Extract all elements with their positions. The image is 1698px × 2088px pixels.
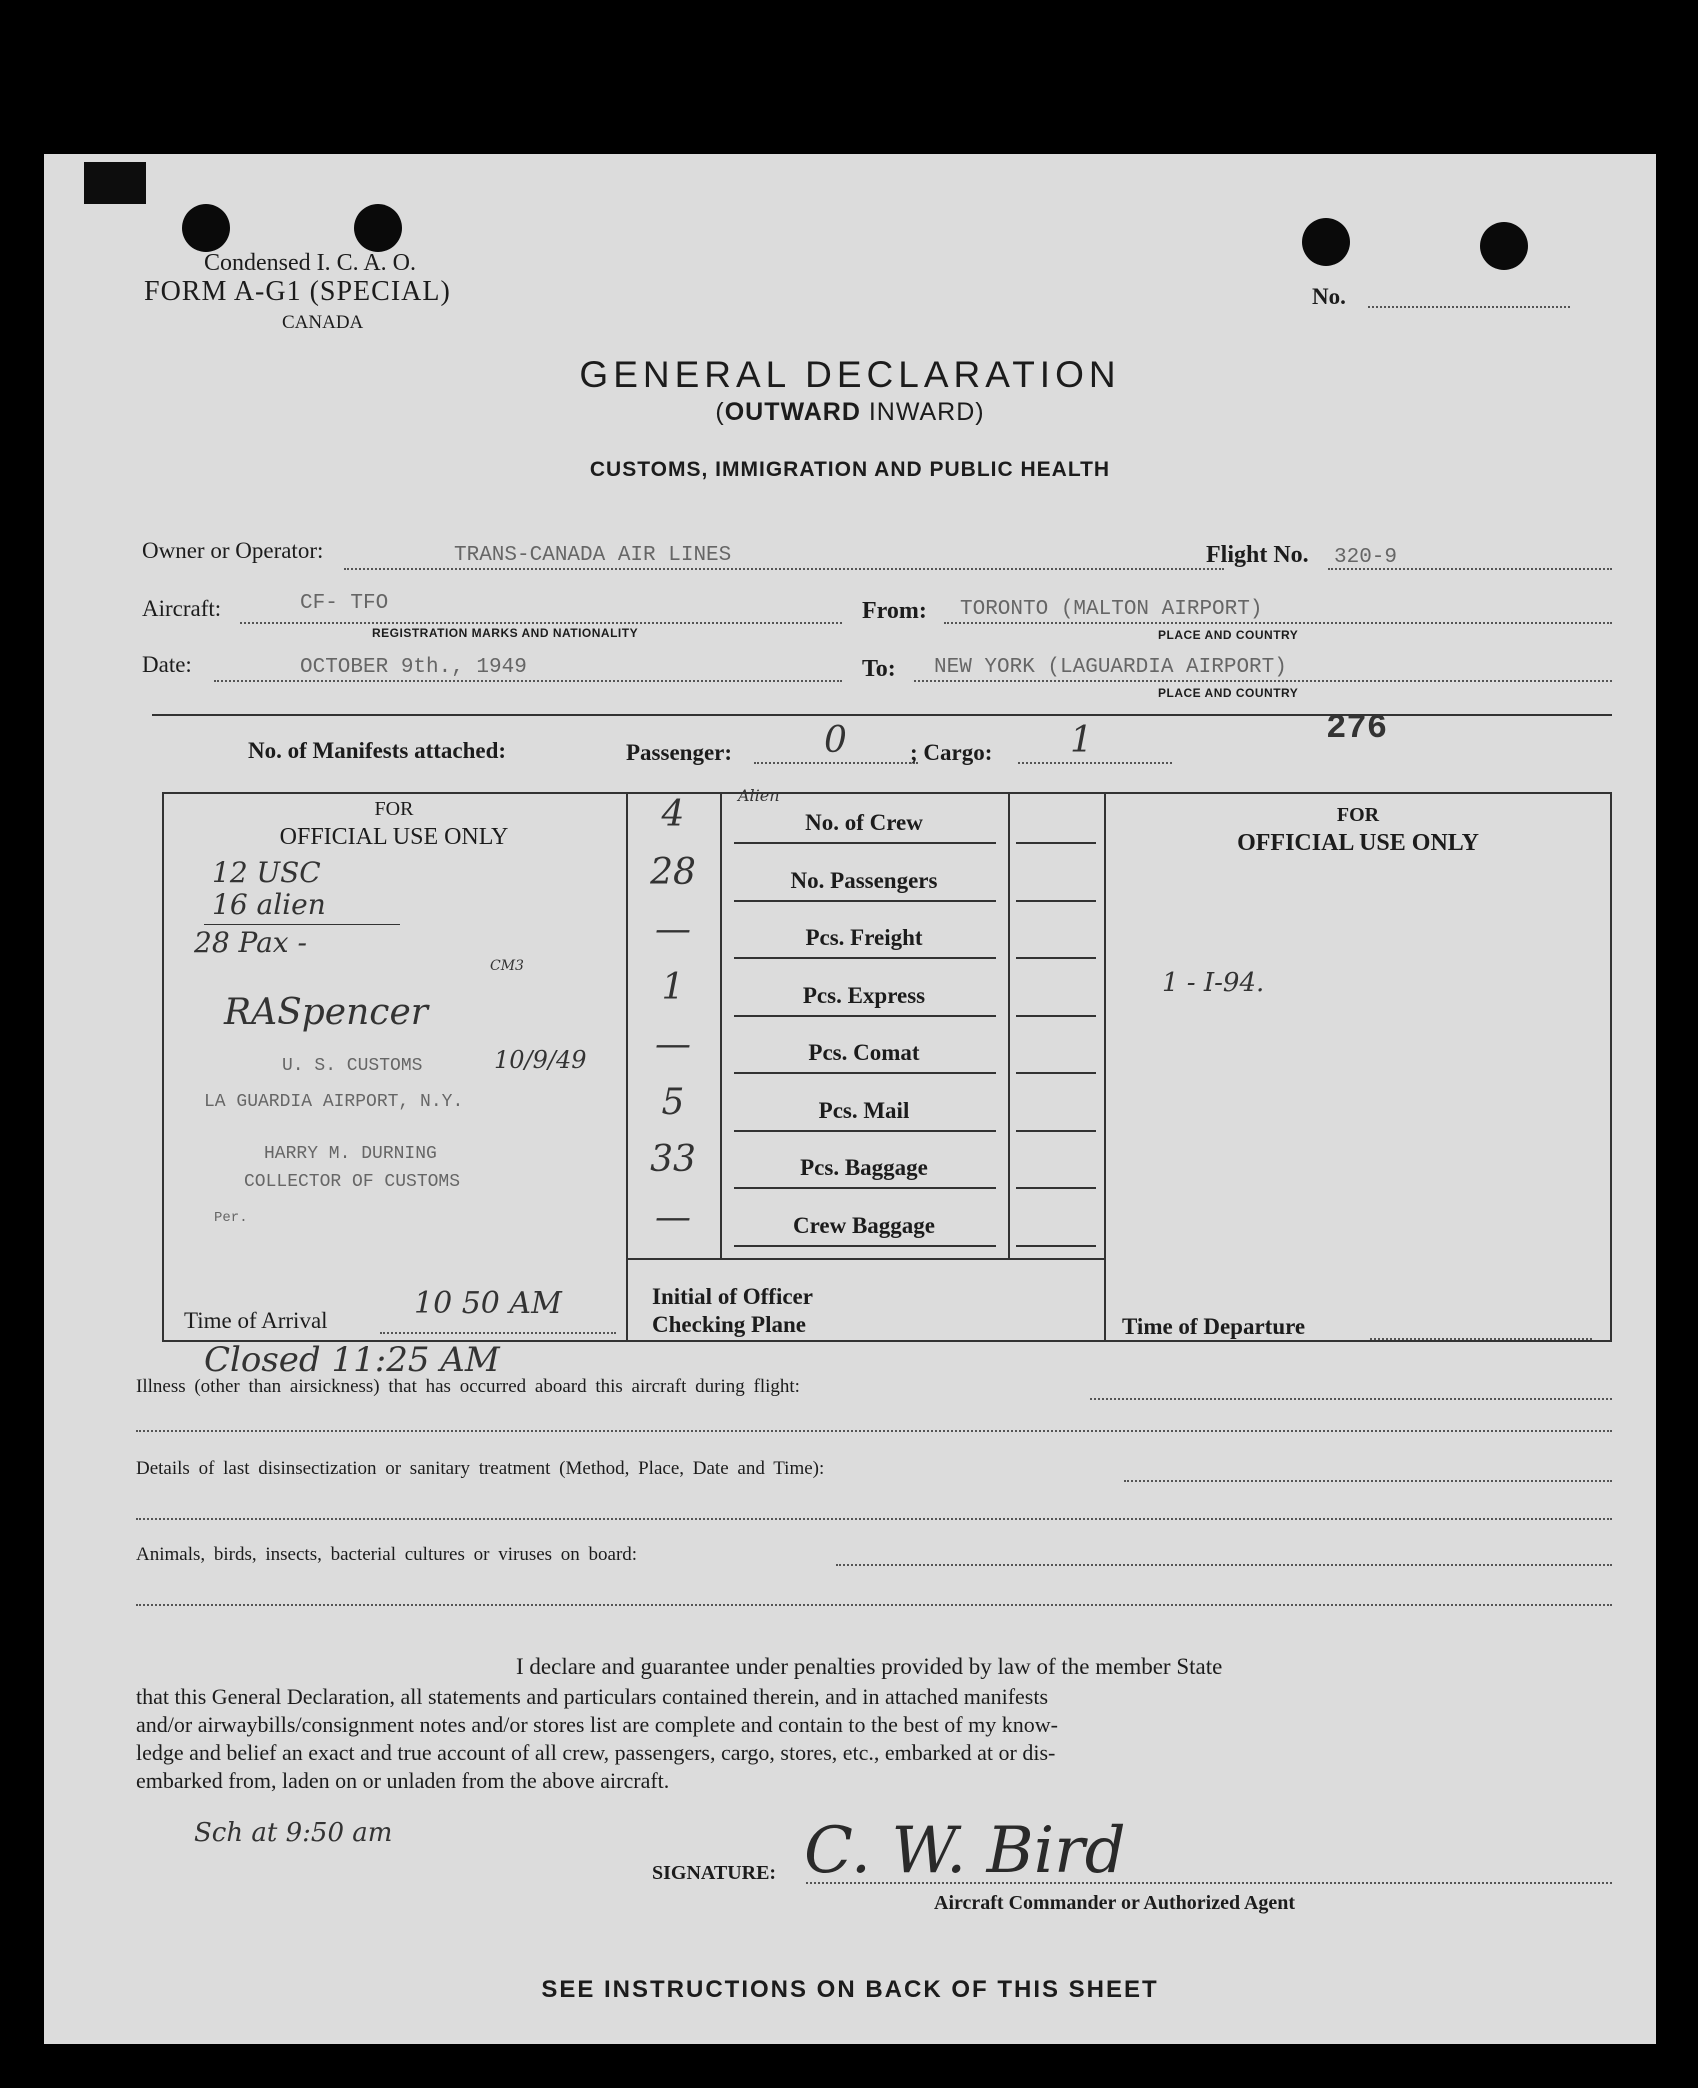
declaration-line3: and/or airwaybills/consignment notes and/or stores list are complete and contain to the best of my know-: [136, 1712, 1058, 1737]
customs-stamp-line5: Per.: [214, 1210, 248, 1226]
left-note-alien: 16 alien: [212, 888, 326, 921]
initial-field[interactable]: [1016, 957, 1096, 959]
aircraft-label: Aircraft:: [142, 596, 222, 621]
form-id: FORM A-G1 (SPECIAL): [144, 276, 451, 307]
divider: [152, 714, 1612, 716]
signature-sublabel: Aircraft Commander or Authorized Agent: [934, 1892, 1296, 1914]
left-note-usc: 12 USC: [212, 856, 321, 889]
initial-field[interactable]: [1016, 900, 1096, 902]
outward-label: OUTWARD: [724, 398, 861, 426]
owner-label: Owner or Operator:: [142, 538, 324, 563]
table-divider: [720, 792, 722, 1258]
left-for-label: FOR: [374, 798, 414, 820]
animals-field-line2[interactable]: [136, 1604, 1612, 1606]
row-line: [734, 900, 996, 902]
left-note-cm3: CM3: [490, 958, 524, 974]
initial-field[interactable]: [1016, 1187, 1096, 1189]
passenger-label: Passenger:: [626, 740, 733, 765]
from-value: TORONTO (MALTON AIRPORT): [960, 598, 1263, 621]
date-label: Date:: [142, 652, 192, 677]
illness-field[interactable]: [1090, 1398, 1612, 1400]
date-value: OCTOBER 9th., 1949: [300, 656, 527, 679]
time-of-arrival-field[interactable]: [380, 1332, 616, 1334]
cargo-label: ; Cargo:: [910, 740, 993, 765]
count-label: Pcs. Comat: [808, 1040, 920, 1065]
initial-field[interactable]: [1016, 1015, 1096, 1017]
crew-note: Alien: [738, 786, 780, 805]
right-note: 1 - I-94.: [1162, 968, 1265, 998]
initial-field[interactable]: [1016, 1130, 1096, 1132]
punch-hole: [1480, 222, 1528, 270]
right-for-label: FOR: [1336, 804, 1380, 826]
manifests-label: No. of Manifests attached:: [248, 738, 507, 763]
customs-stamp-line4: COLLECTOR OF CUSTOMS: [244, 1172, 461, 1192]
row-line: [734, 842, 996, 844]
animals-field[interactable]: [836, 1564, 1612, 1566]
initial-of-officer-label: Initial of Officer: [652, 1284, 813, 1309]
time-of-arrival-label: Time of Arrival: [184, 1308, 328, 1333]
from-label: From:: [862, 598, 927, 624]
count-value: 33: [650, 1139, 696, 1180]
scheduled-note: Sch at 9:50 am: [194, 1818, 393, 1848]
page-title: GENERAL DECLARATION: [579, 354, 1121, 395]
from-field[interactable]: [944, 622, 1612, 624]
left-note-pax: 28 Pax -: [194, 926, 307, 959]
officer-signature: RASpencer: [224, 992, 428, 1033]
owner-field[interactable]: [344, 568, 1224, 570]
time-of-arrival-value: 10 50 AM: [414, 1286, 562, 1321]
illness-field-line2[interactable]: [136, 1430, 1612, 1432]
table-divider: [1008, 792, 1010, 1258]
count-label: No. Passengers: [790, 867, 938, 893]
row-line: [734, 1072, 996, 1074]
flight-label: Flight No.: [1206, 542, 1309, 568]
row-line: [734, 1245, 996, 1247]
initial-field[interactable]: [1016, 1245, 1096, 1247]
to-sublabel: PLACE AND COUNTRY: [1158, 686, 1299, 700]
closed-note: Closed 11:25 AM: [204, 1340, 500, 1380]
date-field[interactable]: [214, 680, 842, 682]
count-value: —: [655, 1024, 691, 1065]
count-value: 28: [650, 851, 696, 893]
count-value: 1: [661, 966, 685, 1008]
passenger-manifest-value: 0: [824, 720, 847, 761]
aircraft-value: CF- TFO: [300, 592, 389, 615]
signature-label: SIGNATURE:: [652, 1862, 777, 1884]
declaration-line1: I declare and guarantee under penalties provided by law of the member State: [516, 1654, 1223, 1679]
to-value: NEW YORK (LAGUARDIA AIRPORT): [934, 656, 1287, 679]
punch-hole: [1302, 218, 1350, 266]
footer-instructions: SEE INSTRUCTIONS ON BACK OF THIS SHEET: [541, 1976, 1159, 2003]
declaration-line5: embarked from, laden on or unladen from the above aircraft.: [136, 1768, 670, 1793]
form-sheet: [44, 154, 1656, 2044]
aircraft-field[interactable]: [240, 622, 842, 624]
disinsectization-label: Details of last disinsectization or sanitary treatment (Method, Place, Date and Time):: [136, 1458, 825, 1479]
row-line: [734, 1130, 996, 1132]
time-of-departure-label: Time of Departure: [1122, 1314, 1306, 1339]
number-label: No.: [1312, 284, 1346, 309]
commander-signature: C. W. Bird: [804, 1814, 1126, 1888]
paren-open: (: [715, 398, 725, 426]
owner-value: TRANS-CANADA AIR LINES: [454, 544, 732, 567]
customs-stamp-line1: U. S. CUSTOMS: [282, 1056, 423, 1076]
declaration-line2: that this General Declaration, all statements and particulars contained therein, and in attached manifests: [136, 1684, 1049, 1709]
left-official-label: OFFICIAL USE ONLY: [279, 824, 509, 850]
row-line: [626, 1258, 1104, 1260]
number-field[interactable]: [1368, 306, 1570, 308]
row-line: [734, 1187, 996, 1189]
count-label: Pcs. Freight: [805, 925, 923, 950]
disinsectization-field-line2[interactable]: [136, 1518, 1612, 1520]
passenger-manifest-field[interactable]: [754, 762, 918, 764]
tally-line: [204, 924, 400, 925]
count-value: —: [655, 1196, 691, 1238]
illness-label: Illness (other than airsickness) that has occurred aboard this aircraft during flight:: [136, 1376, 800, 1397]
direction-line: [44, 398, 1656, 427]
count-label: Crew Baggage: [792, 1212, 936, 1238]
stamp-number: 276: [1326, 710, 1388, 748]
declaration-line4: ledge and belief an exact and true account of all crew, passengers, cargo, stores, etc., embarked at or dis-: [136, 1740, 1056, 1765]
corner-mark: [84, 162, 146, 204]
page-subtitle: CUSTOMS, IMMIGRATION AND PUBLIC HEALTH: [589, 458, 1111, 481]
count-value: 4: [661, 794, 685, 835]
initial-field[interactable]: [1016, 1072, 1096, 1074]
row-line: [734, 1015, 996, 1017]
count-label: Pcs. Express: [802, 982, 926, 1008]
row-line: [734, 957, 996, 959]
initial-field[interactable]: [1016, 842, 1096, 844]
count-label: Pcs. Mail: [818, 1097, 910, 1123]
right-official-label: OFFICIAL USE ONLY: [1237, 830, 1479, 856]
inward-label: INWARD): [868, 398, 985, 426]
form-condensed: Condensed I. C. A. O.: [204, 250, 416, 276]
animals-label: Animals, birds, insects, bacterial cultures or viruses on board:: [136, 1544, 638, 1565]
from-sublabel: PLACE AND COUNTRY: [1158, 628, 1299, 642]
customs-stamp-line3: HARRY M. DURNING: [264, 1144, 437, 1164]
punch-hole: [182, 204, 230, 252]
checking-plane-label: Checking Plane: [652, 1312, 806, 1337]
time-of-departure-field[interactable]: [1370, 1338, 1592, 1340]
cargo-manifest-value: 1: [1070, 720, 1093, 761]
to-label: To:: [862, 656, 896, 682]
count-label: Pcs. Baggage: [800, 1155, 928, 1180]
to-field[interactable]: [914, 680, 1612, 682]
disinsectization-field[interactable]: [1124, 1480, 1612, 1482]
count-value: 5: [661, 1081, 685, 1123]
cargo-manifest-field[interactable]: [1018, 762, 1172, 764]
flight-value: 320-9: [1334, 546, 1398, 569]
count-label: No. of Crew: [805, 810, 923, 835]
count-value: —: [655, 909, 691, 950]
customs-stamp-line2: LA GUARDIA AIRPORT, N.Y.: [204, 1092, 464, 1112]
form-country: CANADA: [282, 312, 364, 333]
table-divider: [1104, 794, 1106, 1342]
customs-stamp-date: 10/9/49: [494, 1046, 587, 1074]
aircraft-sublabel: REGISTRATION MARKS AND NATIONALITY: [372, 626, 639, 640]
punch-hole: [354, 204, 402, 252]
